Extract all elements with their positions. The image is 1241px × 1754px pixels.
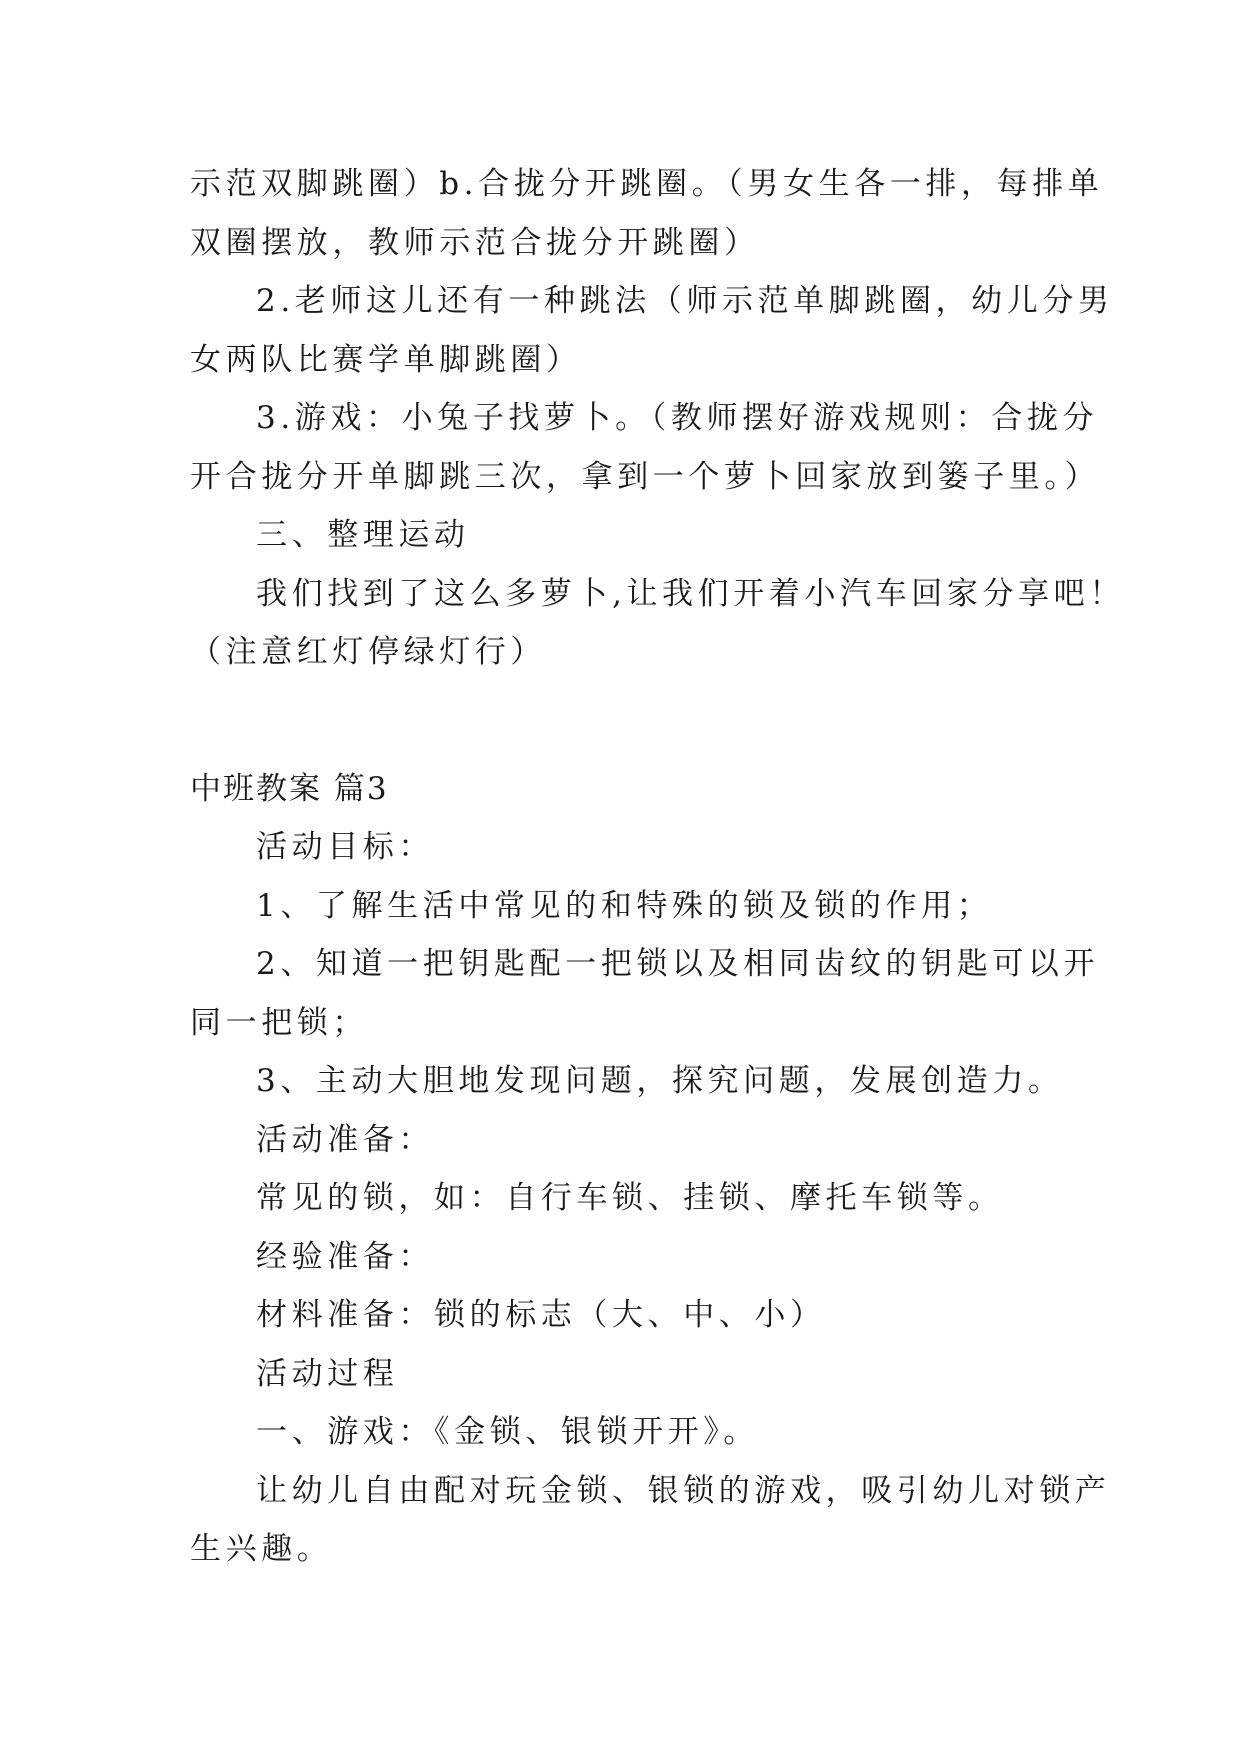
paragraph-line: 女两队比赛学单脚跳圈）: [190, 341, 582, 378]
section-heading: 活动过程: [256, 1355, 399, 1392]
paragraph-line: 双圈摆放，教师示范合拢分开跳圈）: [190, 224, 760, 261]
paragraph-line: 让幼儿自由配对玩金锁、银锁的游戏，吸引幼儿对锁产: [256, 1472, 1111, 1509]
section-heading: 三、整理运动: [256, 517, 470, 553]
paragraph-line: 材料准备：锁的标志（大、中、小）: [256, 1297, 826, 1333]
section-heading: 一、游戏：《金锁、银锁开开》。: [256, 1414, 759, 1450]
paragraph-line: 2.老师这儿还有一种跳法（师示范单脚跳圈，幼儿分男: [256, 283, 1114, 319]
paragraph-line: 常见的锁，如：自行车锁、挂锁、摩托车锁等。: [256, 1180, 1004, 1216]
paragraph-line: 我们找到了这么多萝卜,让我们开着小汽车回家分享吧！: [256, 575, 1125, 612]
paragraph-line: 示范双脚跳圈）b.合拢分开跳圈。（男女生各一排，每排单: [190, 166, 1104, 202]
section-heading: 活动准备：: [256, 1121, 434, 1158]
paragraph-line: 生兴趣。: [190, 1531, 333, 1567]
article-title: 中班教案 篇3: [190, 770, 389, 807]
list-item: 2、知道一把钥匙配一把锁以及相同齿纹的钥匙可以开: [256, 946, 1100, 982]
list-item: 3、主动大胆地发现问题，探究问题，发展创造力。: [256, 1063, 1064, 1099]
section-gap: [190, 682, 1052, 760]
document-page: [190, 155, 1125, 1579]
paragraph-line: （注意红灯停绿灯行）: [190, 634, 546, 670]
section-heading: 活动目标：: [256, 829, 434, 865]
list-item-continuation: 同一把锁；: [190, 1004, 368, 1041]
section-heading: 经验准备：: [256, 1238, 434, 1275]
paragraph-line: 3.游戏：小兔子找萝卜。（教师摆好游戏规则：合拢分: [256, 400, 1099, 436]
list-item: 1、了解生活中常见的和特殊的锁及锁的作用；: [256, 887, 993, 924]
paragraph-line: 开合拢分开单脚跳三次，拿到一个萝卜回家放到篓子里。）: [190, 458, 1101, 495]
